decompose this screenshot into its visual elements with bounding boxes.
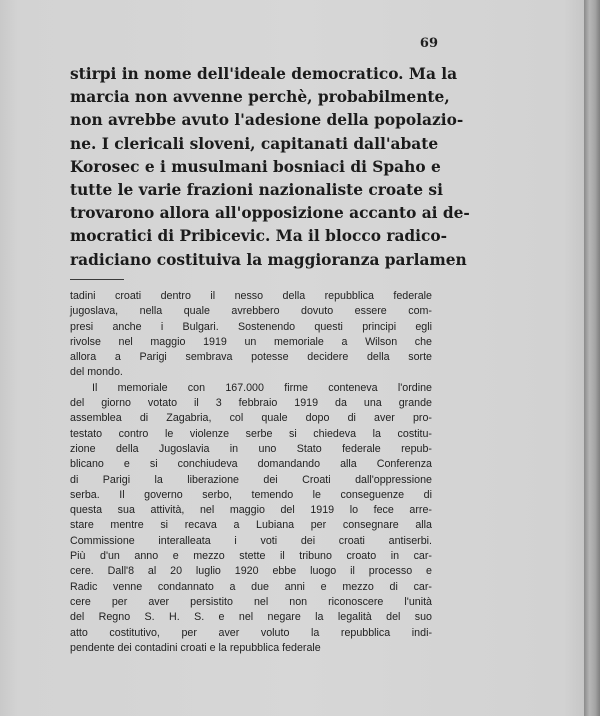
- footnote: [70, 289, 432, 656]
- footnote-line: del mondo.: [70, 366, 123, 379]
- main-text-line: radiciano costituiva la maggioranza parlamen: [70, 250, 467, 269]
- footnote-line: blicano e si conchiudeva domandando alla Conferenza: [70, 458, 432, 471]
- main-text-line: stirpi in nome dell'ideale democratico. Ma la: [70, 65, 458, 83]
- footnote-line: cere. Dall'8 al 20 luglio 1920 ebbe luogo il processo e: [70, 565, 432, 578]
- footnote-line: pendente dei contadini croati e la repubblica federale: [70, 641, 321, 654]
- footnote-line: Commissione interalleata i voti dei croati antiserbi.: [70, 534, 432, 547]
- footnote-line: atto costitutivo, per aver voluto la repubblica indi-: [70, 626, 432, 639]
- footnote-line: questa sua attività, nel maggio del 1919 lo fece arre-: [70, 504, 432, 517]
- footnote-paragraph: [70, 289, 432, 381]
- footnote-line: tadini croati dentro il nesso della repubblica federale: [70, 290, 432, 302]
- main-text-line: ne. I clericali sloveni, capitanati dall'abate: [70, 134, 439, 153]
- main-text-line: marcia non avvenne perchè, probabilmente,: [70, 88, 450, 107]
- footnote-paragraph: [70, 381, 432, 656]
- footnote-line: presi anche i Bulgari. Sostenendo questi principi egli: [70, 320, 432, 333]
- footnote-line: serba. Il governo serbo, temendo le conseguenze di: [70, 488, 432, 501]
- main-text-line: non avrebbe avuto l'adesione della popolazio-: [70, 111, 464, 130]
- footnote-line: del giorno votato il 3 febbraio 1919 da una grande: [70, 397, 432, 410]
- main-text: [70, 63, 470, 272]
- footnote-line: jugoslava, nella quale avrebbero dovuto essere com-: [70, 305, 432, 318]
- footnote-line: stare mentre si recava a Lubiana per consegnare alla: [70, 519, 432, 532]
- footnote-line: allora a Parigi sembrava potesse decidere della sorte: [70, 351, 432, 364]
- footnote-line: zione della Jugoslavia in uno Stato federale repub-: [70, 442, 432, 455]
- footnote-rule: [70, 279, 124, 280]
- footnote-line: Il memoriale con 167.000 firme conteneva l'ordine: [92, 381, 432, 394]
- footnote-line: assemblea di Zagabria, col quale dopo di aver pro-: [70, 412, 432, 425]
- main-text-line: tutte le varie frazioni nazionaliste croate si: [70, 181, 443, 200]
- main-text-line: Korosec e i musulmani bosniaci di Spaho e: [70, 157, 441, 176]
- main-text-line: mocratici di Pribicevic. Ma il blocco radico-: [70, 227, 448, 246]
- footnote-line: rivolse nel maggio 1919 un memoriale a Wilson che: [70, 335, 432, 348]
- footnote-line: Radic venne condannato a due anni e mezzo di car-: [70, 580, 432, 593]
- footnote-line: testato contro le violenze serbe si chiedeva la costitu-: [70, 427, 432, 440]
- footnote-line: cere per aver persistito nel non riconoscere l'unità: [70, 595, 432, 608]
- book-gutter-edge: [584, 0, 600, 716]
- footnote-line: Più d'un anno e mezzo stette il tribuno croato in car-: [70, 550, 432, 563]
- main-text-line: trovarono allora all'opposizione accanto ai de-: [70, 204, 470, 223]
- footnote-line: del Regno S. H. S. e nel negare la legalità del suo: [70, 611, 432, 624]
- page-number: 69: [419, 36, 438, 51]
- footnote-line: di Parigi la liberazione dei Croati dall'oppressione: [70, 473, 432, 486]
